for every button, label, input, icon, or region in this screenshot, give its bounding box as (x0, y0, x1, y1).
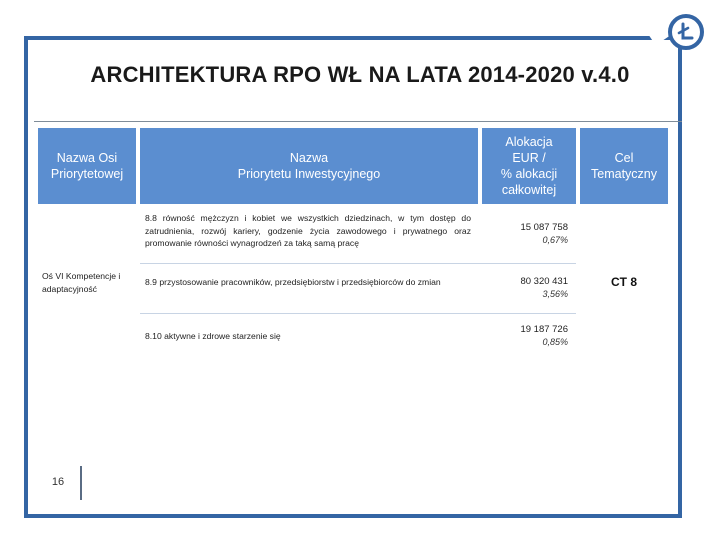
header-allocation-line-1: Alokacja (505, 135, 553, 149)
header-axis-line-1: Nazwa Osi (56, 151, 118, 165)
header-goal (580, 128, 668, 204)
title-rule (34, 121, 682, 122)
page-title: ARCHITEKTURA RPO WŁ NA LATA 2014-2020 v.4.0 (90, 62, 630, 87)
priority-row-2: 8.9 przystosowanie pracowników, przedsiębiorstw i przedsiębiorców do zmian (145, 277, 441, 287)
lodzkie-logo-icon (668, 14, 704, 50)
header-priority-line-2: Priorytetu Inwestycyjnego (237, 167, 381, 181)
priority-row-1: 8.8 równość mężczyzn i kobiet we wszystkich dziedzinach, w tym dostęp do zatrudnienia, rozwój kariery, godzenie życia zawodowego i prywatnego oraz promowanie równości wynagrodzeń za taką samą pracę (145, 213, 471, 248)
header-goal-line-2: Tematyczny (591, 167, 657, 181)
priority-row-3: 8.10 aktywne i zdrowe starzenie się (145, 331, 281, 341)
axis-name: Oś VI Kompetencje i adaptacyjność (42, 271, 121, 294)
page-number-divider (80, 466, 82, 500)
row-divider-2 (140, 313, 576, 314)
thematic-goal: CT 8 (610, 275, 637, 289)
header-axis-line-2: Priorytetowej (50, 167, 124, 181)
percent-row-3: 0,85% (542, 337, 568, 347)
header-goal-line-1: Cel (614, 151, 634, 165)
header-allocation (482, 128, 576, 204)
amount-row-2: 80 320 431 (520, 276, 568, 287)
header-allocation-line-3: % alokacji (500, 167, 558, 181)
row-divider-1 (140, 263, 576, 264)
page-number: 16 (51, 476, 65, 488)
amount-row-1: 15 087 758 (520, 222, 568, 233)
header-allocation-line-4: całkowitej (501, 183, 557, 197)
percent-row-1: 0,67% (542, 235, 568, 245)
header-axis (38, 128, 136, 204)
logo-glyph (674, 20, 698, 44)
header-priority (140, 128, 478, 204)
amount-row-3: 19 187 726 (520, 324, 568, 335)
header-priority-line-1: Nazwa (289, 151, 329, 165)
percent-row-2: 3,56% (542, 289, 568, 299)
header-allocation-line-2: EUR / (512, 151, 546, 165)
